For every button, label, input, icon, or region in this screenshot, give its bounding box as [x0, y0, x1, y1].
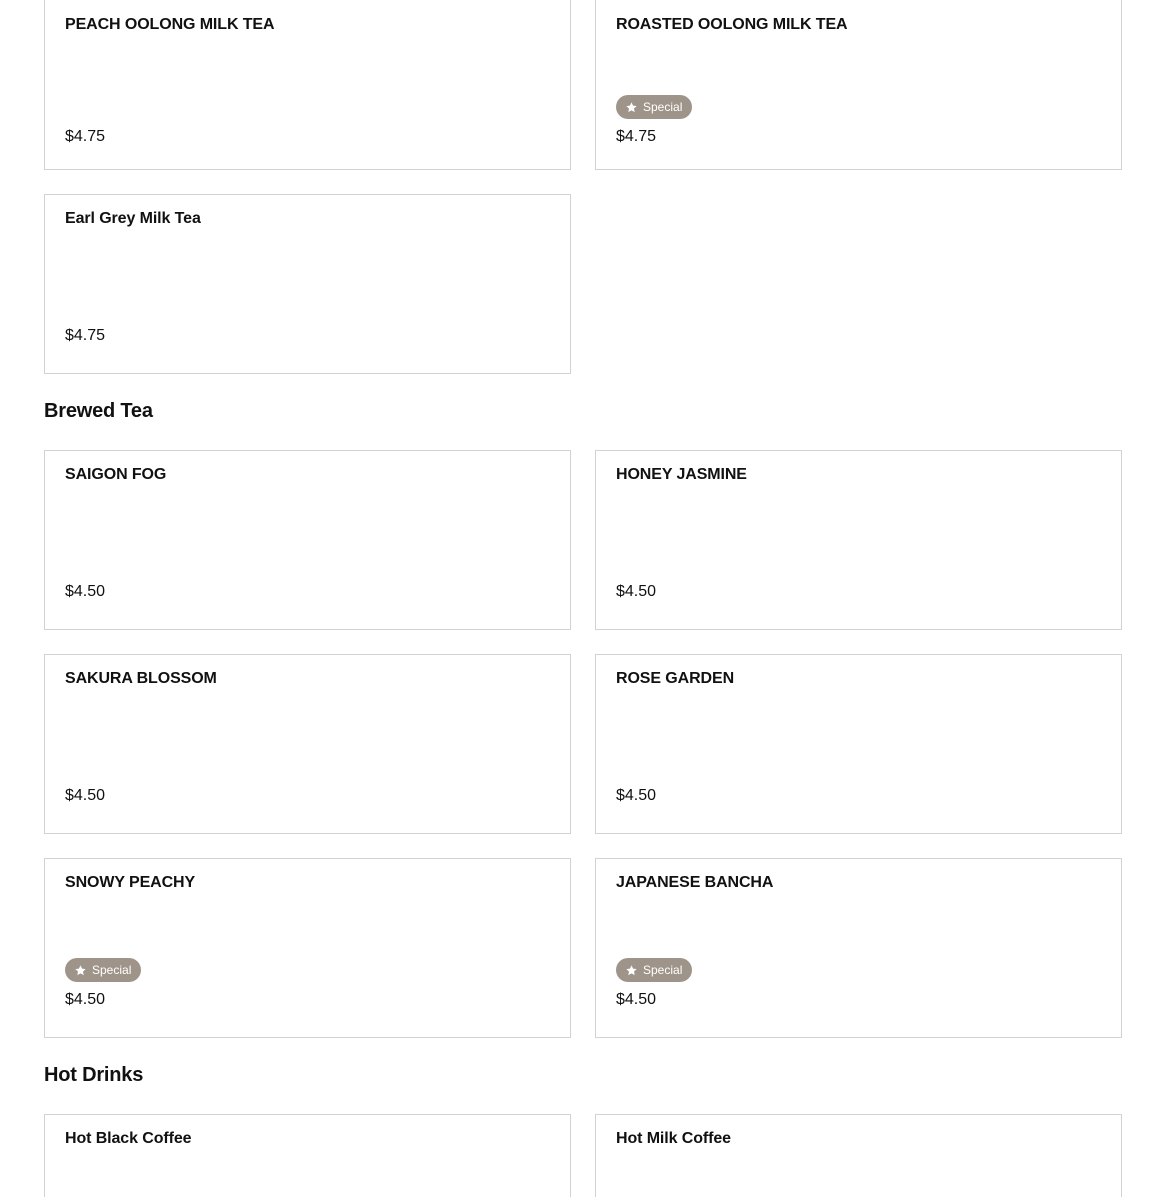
menu-item-price: $4.75: [616, 128, 657, 145]
menu-item-card-rose-garden[interactable]: [595, 654, 1122, 834]
special-badge: [616, 958, 692, 982]
menu-item-price: $4.50: [65, 583, 106, 600]
menu-item-price: $4.50: [616, 991, 657, 1008]
menu-item-name: JAPANESE BANCHA: [616, 874, 774, 891]
menu-item-card-roasted-oolong-milk-tea[interactable]: [595, 0, 1122, 170]
special-badge: [616, 95, 692, 119]
menu-item-name: ROSE GARDEN: [616, 670, 735, 687]
menu-item-price: $4.75: [65, 327, 106, 344]
menu-item-card-earl-grey-milk-tea[interactable]: [44, 194, 571, 374]
menu-item-name: SAKURA BLOSSOM: [65, 670, 217, 687]
menu-item-card-hot-black-coffee[interactable]: [44, 1114, 571, 1197]
special-badge: [65, 958, 141, 982]
menu-item-card-honey-jasmine[interactable]: [595, 450, 1122, 630]
menu-item-card-peach-oolong-milk-tea[interactable]: [44, 0, 571, 170]
menu-item-name: PEACH OOLONG MILK TEA: [65, 16, 275, 33]
special-badge-label: Special: [643, 963, 683, 977]
star-icon: [74, 964, 87, 977]
menu-item-price: $4.75: [65, 128, 106, 145]
menu-item-name: SAIGON FOG: [65, 466, 167, 483]
menu-item-name: Hot Milk Coffee: [616, 1130, 731, 1147]
menu-item-price: $4.50: [616, 787, 657, 804]
section-title-brewed-tea: Brewed Tea: [44, 400, 153, 422]
menu-item-card-hot-milk-coffee[interactable]: [595, 1114, 1122, 1197]
menu-item-name: ROASTED OOLONG MILK TEA: [616, 16, 848, 33]
menu-item-name: HONEY JASMINE: [616, 466, 747, 483]
menu-item-card-snowy-peachy[interactable]: [44, 858, 571, 1038]
special-badge-label: Special: [643, 100, 683, 114]
menu-item-card-saigon-fog[interactable]: [44, 450, 571, 630]
special-badge-label: Special: [92, 963, 132, 977]
menu-item-price: $4.50: [65, 787, 106, 804]
menu-item-name: Earl Grey Milk Tea: [65, 210, 201, 227]
menu-item-name: Hot Black Coffee: [65, 1130, 192, 1147]
menu-item-price: $4.50: [65, 991, 106, 1008]
menu-item-price: $4.50: [616, 583, 657, 600]
menu-item-card-sakura-blossom[interactable]: [44, 654, 571, 834]
section-title-hot-drinks: Hot Drinks: [44, 1064, 144, 1086]
star-icon: [625, 964, 638, 977]
menu-item-card-japanese-bancha[interactable]: [595, 858, 1122, 1038]
star-icon: [625, 101, 638, 114]
menu-item-name: SNOWY PEACHY: [65, 874, 196, 891]
